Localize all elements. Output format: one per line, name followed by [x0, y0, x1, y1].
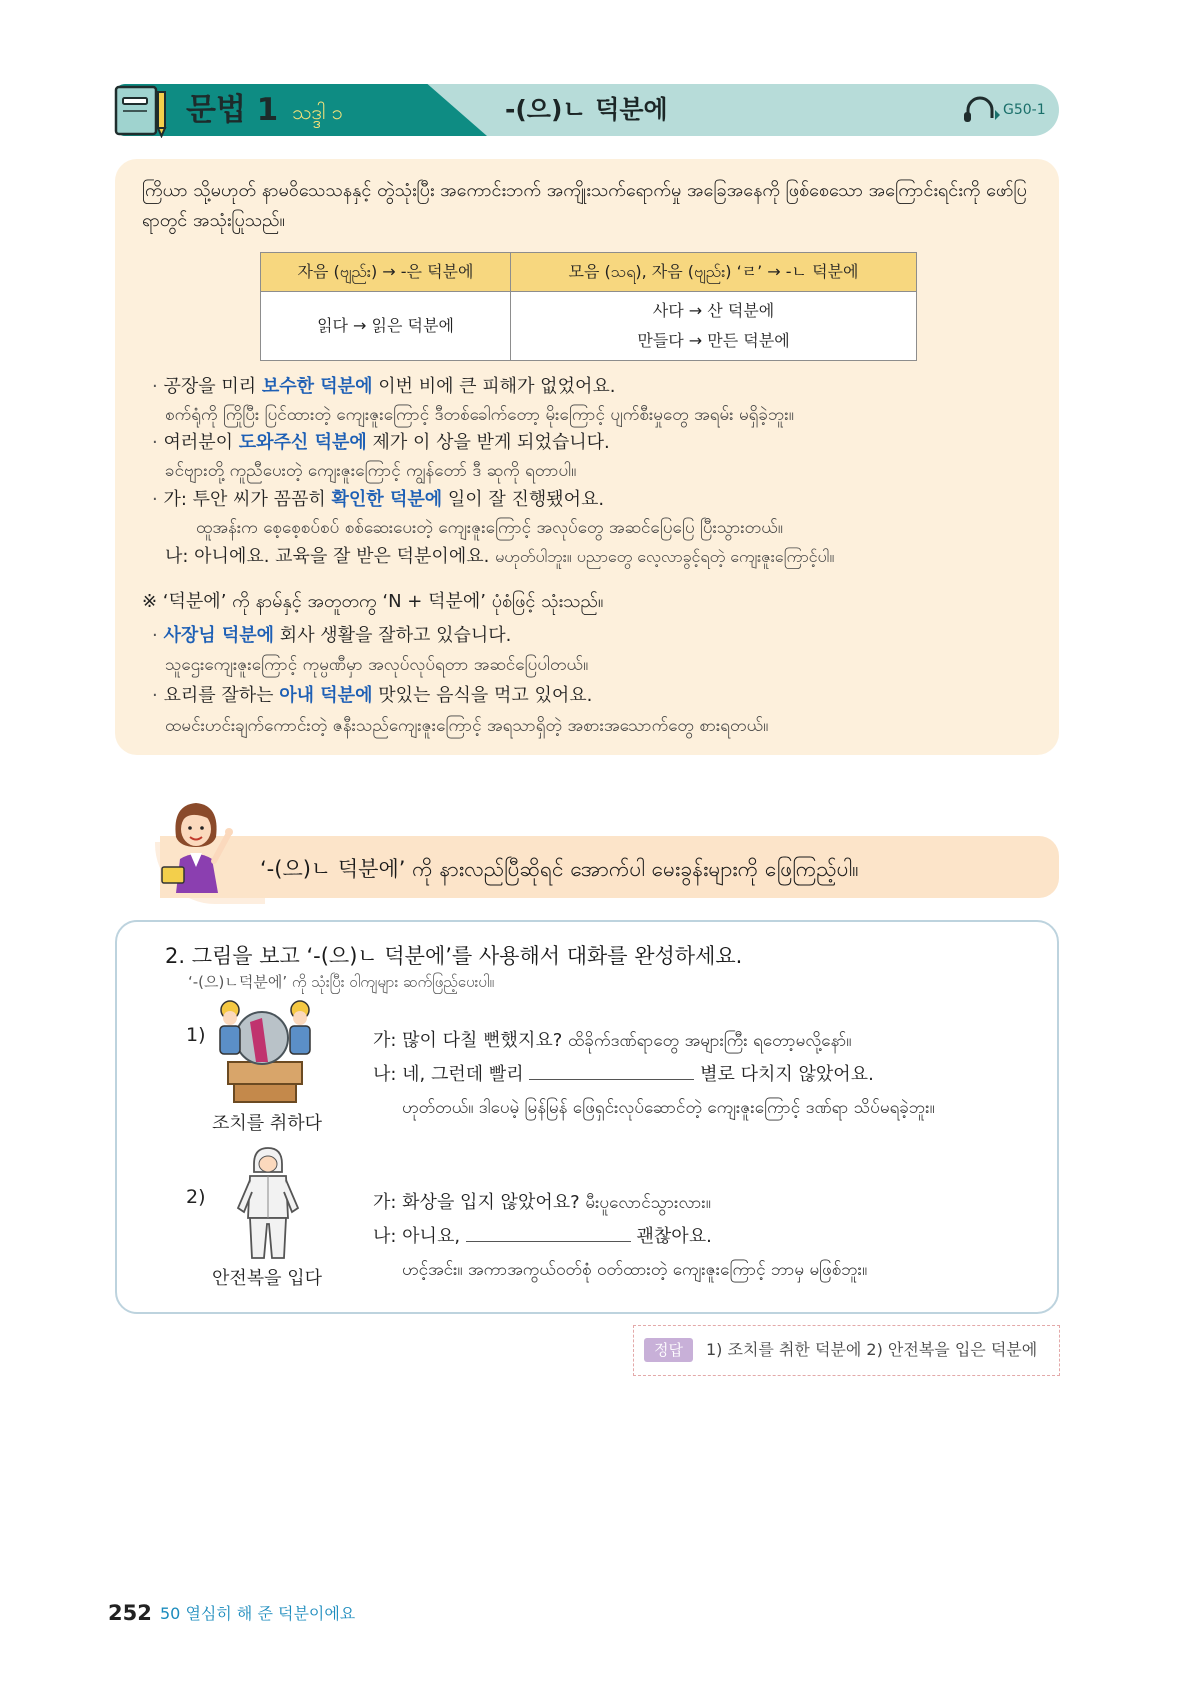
- audio-track-code[interactable]: G50-1: [1003, 102, 1046, 118]
- highlighted-grammar: 도와주신 덕분에: [238, 432, 367, 453]
- dialogue-line-a-translation: ထိခိုက်ဒဏ်ရာတွေ အများကြီး ရတော့မလို့နော်။: [568, 1031, 852, 1051]
- dialogue-line-a-translation: မီးပူလောင်သွားလား။: [585, 1193, 711, 1213]
- page-number: 252: [108, 1601, 152, 1625]
- highlighted-grammar: 아내 덕분에: [279, 685, 373, 706]
- bullet: ·: [152, 376, 158, 397]
- answer-key-text: 1) 조치를 취한 덕분에 2) 안전복을 입은 덕분에: [706, 1340, 1038, 1359]
- grammar-pattern: -(으)ㄴ 덕분에: [505, 95, 668, 124]
- answer-key-badge: 정답: [644, 1338, 693, 1362]
- lesson-subtitle: သဒ္ဒါ ၁: [292, 100, 343, 124]
- protective-suit-illustration: [236, 1146, 300, 1262]
- noun-usage-note: ※ ‘덕분에’ ကို နာမ်နှင့် အတူတကွ ‘N + 덕분에’ ပုံစံဖြင့် သုံးသည်။: [142, 591, 604, 612]
- noun-example-translation: ထမင်းဟင်းချက်ကောင်းတဲ့ ဇနီးသည်ကျေးဇူးကြောင့် အရသာရှိတဲ့ အစားအသောက်တွေ စားရတယ်။: [165, 716, 769, 736]
- exercise-instruction: ‘-(으)ㄴ덕분에’ ကို သုံးပြီး ဝါကျများ ဆက်ဖြည့်ပေးပါ။: [188, 973, 494, 991]
- table-cell-consonant-example: 읽다 → 읽은 덕분에: [261, 292, 511, 361]
- headphones-icon[interactable]: [962, 96, 1002, 124]
- grammar-intro-text: ကြိယာ သို့မဟုတ် နာမဝိသေသနနှင့် တွဲသုံးပြီး အကောင်းဘက် အကျိုးသက်ရောက်မှု အခြေအနေကို ဖြစ်စေသော အကြောင်းရင်းကို ဖော်ပြရာတွင် အသုံးပြုသည်။: [142, 180, 1027, 231]
- example-reply-translation: မဟုတ်ပါဘူး။ ပညာတွေ လေ့လာခွင့်ရတဲ့ ကျေးဇူးကြောင့်ပါ။: [495, 547, 835, 566]
- dialogue-line-b-translation: ဟုတ်တယ်။ ဒါပေမဲ့ မြန်မြန် ဖြေရှင်းလုပ်ဆောင်တဲ့ ကျေးဇူးကြောင့် ဒဏ်ရာ သိပ်မရခဲ့ဘူး။: [402, 1098, 935, 1118]
- item-number: 1): [186, 1024, 206, 1046]
- bullet: ·: [152, 489, 158, 510]
- workers-machine-illustration: [212, 996, 318, 1106]
- bullet: ·: [152, 625, 158, 646]
- noun-example-sentence: · 사장님 덕분에 회사 생활을 잘하고 있습니다.: [152, 625, 512, 646]
- table-vowel-example-2: 만들다 → 만든 덕분에: [637, 331, 790, 350]
- highlighted-grammar: 보수한 덕분에: [261, 376, 373, 397]
- example-translation: စက်ရုံကို ကြိုပြီး ပြင်ထားတဲ့ ကျေးဇူးကြောင့် ဒီတစ်ခေါက်တော့ မိုးကြောင့် ပျက်စီးမှုတွေ အရမ်း မရှိခဲ့ဘူး။: [165, 405, 794, 425]
- dialogue-line-a: 가: 화상을 입지 않았어요? မီးပူလောင်သွားလား။: [373, 1192, 711, 1213]
- item-caption: 안전복을 입다: [212, 1268, 323, 1289]
- book-icon: [114, 84, 170, 138]
- dialogue-line-b: 나: 네, 그런데 빨리 별로 다치지 않았어요.: [373, 1060, 874, 1090]
- dialogue-line-b-translation: ဟင့်အင်း။ အကာအကွယ်ဝတ်စုံ ဝတ်ထားတဲ့ ကျေးဇူးကြောင့် ဘာမှ မဖြစ်ဘူး။: [402, 1260, 868, 1280]
- item-number: 2): [186, 1186, 206, 1208]
- table-cell-vowel-examples: [511, 292, 917, 361]
- practice-banner-text: ‘-(으)ㄴ 덕분에’ ကို နားလည်ပြီဆိုရင် အောက်ပါ မေးခွန်းများကို ဖြေကြည့်ပါ။: [260, 857, 859, 881]
- bullet: ·: [152, 432, 158, 453]
- answer-blank[interactable]: [529, 1061, 694, 1080]
- table-head-consonant: 자음 (ဗျည်း) → -은 덕분에: [261, 253, 511, 292]
- teacher-illustration: [158, 797, 240, 893]
- example-translation: ခင်ဗျားတို့ ကူညီပေးတဲ့ ကျေးဇူးကြောင့် ကျွန်တော် ဒီ ဆုကို ရတာပါ။: [165, 461, 577, 481]
- conjugation-table: [260, 252, 917, 361]
- table-vowel-example-1: 사다 → 산 덕분에: [652, 301, 775, 320]
- noun-example-sentence: · 요리를 잘하는 아내 덕분에 맛있는 음식을 먹고 있어요.: [152, 685, 593, 706]
- highlighted-grammar: 사장님 덕분에: [163, 625, 275, 646]
- dialogue-line-a: 가: 많이 다칠 뻔했지요? ထိခိုက်ဒဏ်ရာတွေ အများကြီး ရတော့မလို့နော်။: [373, 1030, 852, 1051]
- answer-blank[interactable]: [466, 1223, 631, 1242]
- noun-example-translation: သူဌေးကျေးဇူးကြောင့် ကုမ္ပဏီမှာ အလုပ်လုပ်ရတာ အဆင်ပြေပါတယ်။: [165, 655, 589, 675]
- example-translation: ထူအန်းက စေ့စေ့စပ်စပ် စစ်ဆေးပေးတဲ့ ကျေးဇူးကြောင့် အလုပ်တွေ အဆင်ပြေပြေ ပြီးသွားတယ်။: [196, 518, 783, 538]
- example-sentence: · 공장을 미리 보수한 덕분에 이번 비에 큰 피해가 없었어요.: [152, 376, 616, 397]
- lesson-title: 문법 1: [186, 92, 279, 128]
- example-sentence: · 가: 투안 씨가 꼼꼼히 확인한 덕분에 일이 잘 진행됐어요.: [152, 489, 605, 510]
- exercise-title: 2. 그림을 보고 ‘-(으)ㄴ 덕분에’를 사용해서 대화를 완성하세요.: [165, 944, 743, 968]
- dialogue-line-b: 나: 아니요, 괜찮아요.: [373, 1222, 712, 1252]
- item-caption: 조치를 취하다: [212, 1113, 323, 1134]
- bullet: ·: [152, 685, 158, 706]
- table-head-vowel: 모음 (သရ), 자음 (ဗျည်း) ‘ㄹ’ → -ㄴ 덕분에: [511, 253, 917, 292]
- highlighted-grammar: 확인한 덕분에: [331, 489, 443, 510]
- example-sentence: · 여러분이 도와주신 덕분에 제가 이 상을 받게 되었습니다.: [152, 432, 610, 453]
- example-reply: 나: 아니에요. 교육을 잘 받은 덕분이에요. မဟုတ်ပါဘူး။ ပညာတွေ လေ့လာခွင့်ရတဲ့ ကျေးဇူးကြောင့်ပါ။: [165, 546, 835, 567]
- chapter-title: 50 열심히 해 준 덕분이에요: [160, 1604, 356, 1623]
